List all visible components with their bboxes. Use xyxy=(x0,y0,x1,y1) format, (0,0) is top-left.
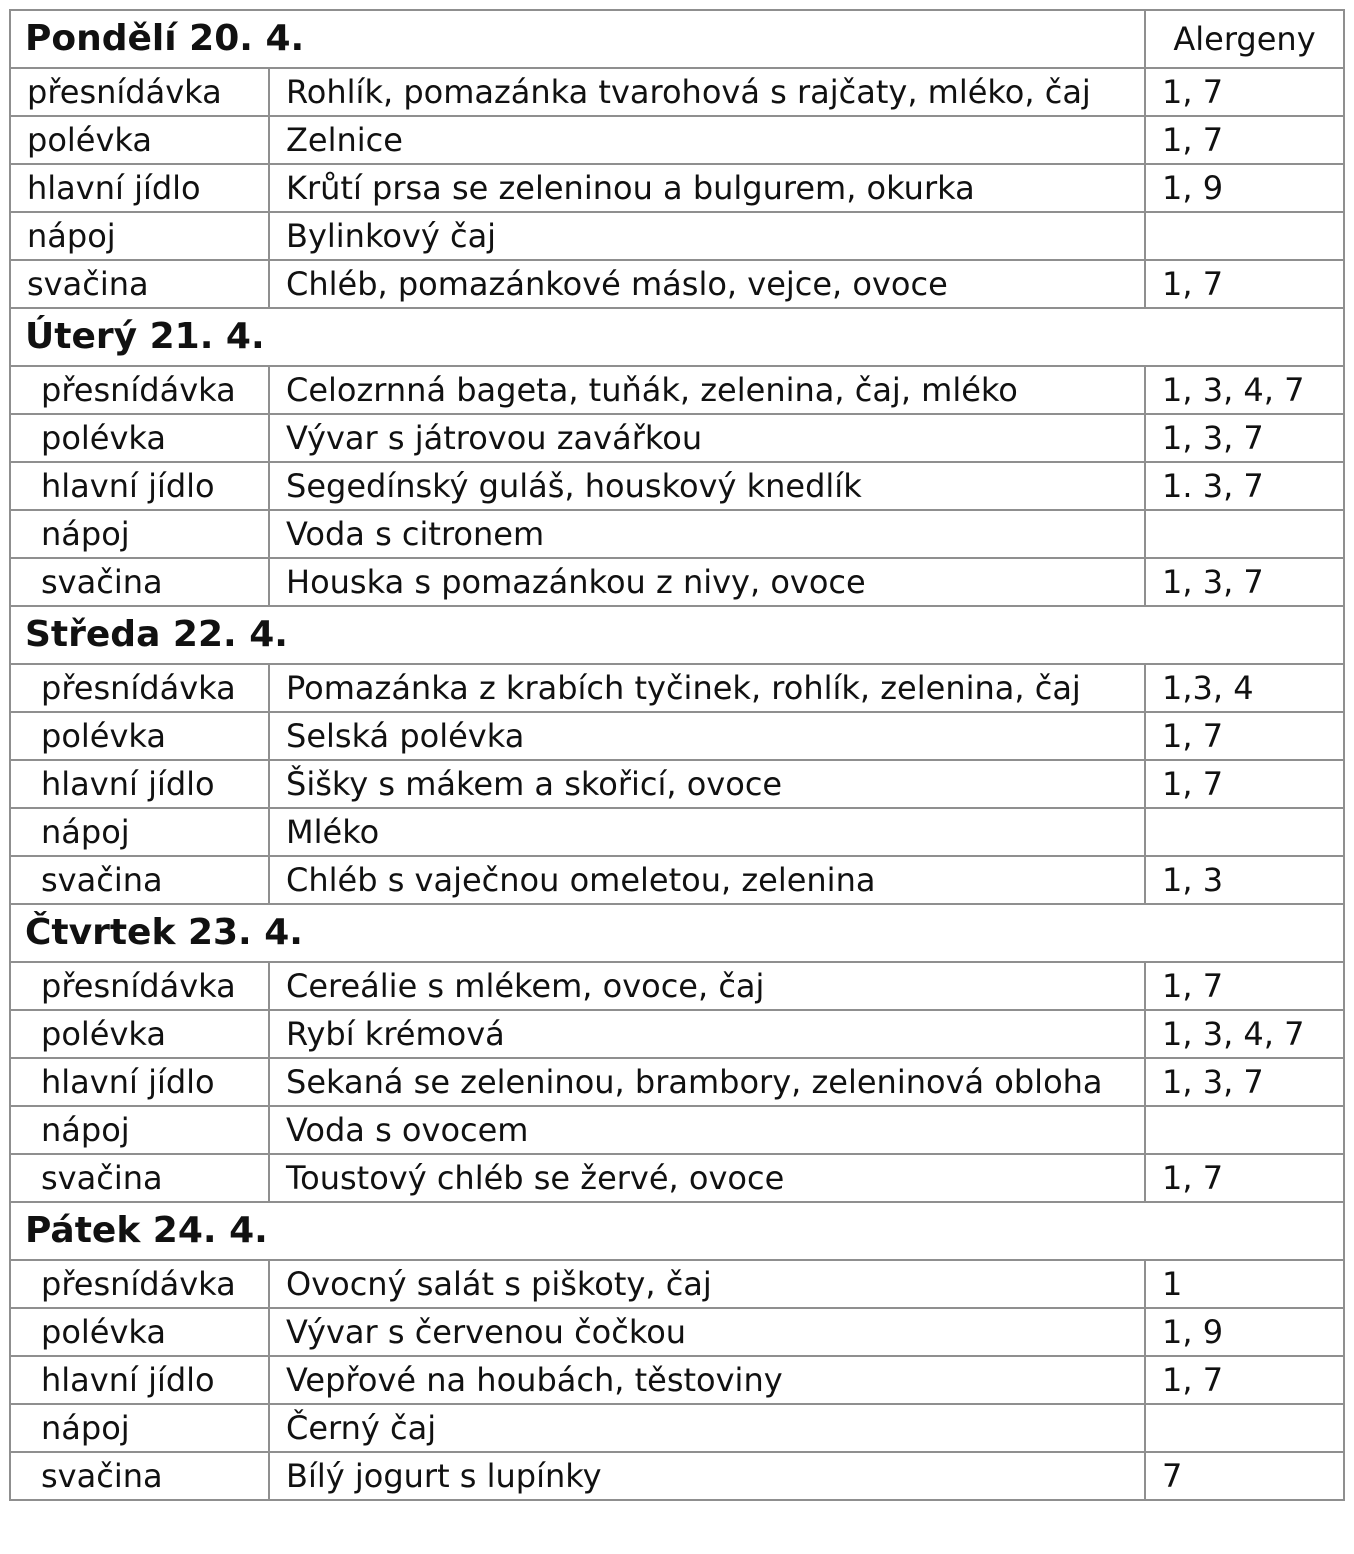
meal-type: polévka xyxy=(10,712,269,760)
allergen-codes: 1 xyxy=(1145,1260,1344,1308)
meal-row xyxy=(10,808,1344,856)
meal-type: hlavní jídlo xyxy=(10,164,269,212)
meal-type: polévka xyxy=(10,414,269,462)
meal-type: svačina xyxy=(10,260,269,308)
dish-description: Voda s citronem xyxy=(269,510,1145,558)
meal-row xyxy=(10,260,1344,308)
allergen-codes: 1, 3, 7 xyxy=(1145,558,1344,606)
meal-row xyxy=(10,116,1344,164)
dish-description: Celozrnná bageta, tuňák, zelenina, čaj, mléko xyxy=(269,366,1145,414)
allergen-codes: 1. 3, 7 xyxy=(1145,462,1344,510)
meal-row xyxy=(10,1452,1344,1500)
meal-type: nápoj xyxy=(10,212,269,260)
weekly-menu-table xyxy=(9,9,1345,1501)
dish-description: Vývar s játrovou zavářkou xyxy=(269,414,1145,462)
allergen-codes xyxy=(1145,212,1344,260)
meal-type: polévka xyxy=(10,1010,269,1058)
meal-type: nápoj xyxy=(10,808,269,856)
day-header-row xyxy=(10,10,1344,68)
allergen-codes: 1, 7 xyxy=(1145,260,1344,308)
meal-type: hlavní jídlo xyxy=(10,1058,269,1106)
dish-description: Bílý jogurt s lupínky xyxy=(269,1452,1145,1500)
meal-type: polévka xyxy=(10,1308,269,1356)
meal-type: přesnídávka xyxy=(10,68,269,116)
dish-description: Bylinkový čaj xyxy=(269,212,1145,260)
meal-type: svačina xyxy=(10,856,269,904)
allergen-codes: 1, 7 xyxy=(1145,1154,1344,1202)
meal-row xyxy=(10,712,1344,760)
day-header-row xyxy=(10,606,1344,664)
meal-type: hlavní jídlo xyxy=(10,760,269,808)
dish-description: Voda s ovocem xyxy=(269,1106,1145,1154)
meal-row xyxy=(10,1308,1344,1356)
allergen-codes: 1, 3, 4, 7 xyxy=(1145,366,1344,414)
allergen-codes: 1, 9 xyxy=(1145,1308,1344,1356)
allergen-codes: 7 xyxy=(1145,1452,1344,1500)
meal-row xyxy=(10,664,1344,712)
allergen-codes xyxy=(1145,808,1344,856)
menu-body xyxy=(10,10,1344,1500)
allergen-codes: 1, 7 xyxy=(1145,712,1344,760)
meal-type: polévka xyxy=(10,116,269,164)
meal-type: nápoj xyxy=(10,1106,269,1154)
dish-description: Houska s pomazánkou z nivy, ovoce xyxy=(269,558,1145,606)
allergen-codes xyxy=(1145,1404,1344,1452)
meal-type: přesnídávka xyxy=(10,1260,269,1308)
allergen-codes: 1, 7 xyxy=(1145,760,1344,808)
dish-description: Segedínský guláš, houskový knedlík xyxy=(269,462,1145,510)
meal-row xyxy=(10,68,1344,116)
dish-description: Chléb, pomazánkové máslo, vejce, ovoce xyxy=(269,260,1145,308)
day-title: Pátek 24. 4. xyxy=(10,1202,1344,1260)
allergen-codes: 1, 3, 7 xyxy=(1145,1058,1344,1106)
allergens-column-header: Alergeny xyxy=(1145,10,1344,68)
dish-description: Pomazánka z krabích tyčinek, rohlík, zelenina, čaj xyxy=(269,664,1145,712)
allergen-codes: 1, 3, 4, 7 xyxy=(1145,1010,1344,1058)
meal-type: svačina xyxy=(10,1452,269,1500)
meal-type: přesnídávka xyxy=(10,366,269,414)
day-title: Středa 22. 4. xyxy=(10,606,1344,664)
meal-row xyxy=(10,760,1344,808)
meal-type: svačina xyxy=(10,558,269,606)
day-header-row xyxy=(10,1202,1344,1260)
meal-row xyxy=(10,366,1344,414)
allergen-codes: 1,3, 4 xyxy=(1145,664,1344,712)
meal-row xyxy=(10,510,1344,558)
day-title: Úterý 21. 4. xyxy=(10,308,1344,366)
day-title: Čtvrtek 23. 4. xyxy=(10,904,1344,962)
meal-type: svačina xyxy=(10,1154,269,1202)
dish-description: Sekaná se zeleninou, brambory, zeleninová obloha xyxy=(269,1058,1145,1106)
dish-description: Vepřové na houbách, těstoviny xyxy=(269,1356,1145,1404)
meal-type: nápoj xyxy=(10,510,269,558)
meal-row xyxy=(10,856,1344,904)
allergen-codes: 1, 9 xyxy=(1145,164,1344,212)
dish-description: Mléko xyxy=(269,808,1145,856)
allergen-codes: 1, 3 xyxy=(1145,856,1344,904)
meal-type: hlavní jídlo xyxy=(10,462,269,510)
meal-row xyxy=(10,1058,1344,1106)
allergen-codes xyxy=(1145,510,1344,558)
meal-type: přesnídávka xyxy=(10,962,269,1010)
allergen-codes xyxy=(1145,1106,1344,1154)
meal-row xyxy=(10,1356,1344,1404)
dish-description: Zelnice xyxy=(269,116,1145,164)
meal-type: hlavní jídlo xyxy=(10,1356,269,1404)
dish-description: Rybí krémová xyxy=(269,1010,1145,1058)
dish-description: Černý čaj xyxy=(269,1404,1145,1452)
meal-row xyxy=(10,558,1344,606)
meal-type: nápoj xyxy=(10,1404,269,1452)
dish-description: Ovocný salát s piškoty, čaj xyxy=(269,1260,1145,1308)
meal-row xyxy=(10,212,1344,260)
allergen-codes: 1, 7 xyxy=(1145,116,1344,164)
allergen-codes: 1, 7 xyxy=(1145,962,1344,1010)
dish-description: Toustový chléb se žervé, ovoce xyxy=(269,1154,1145,1202)
allergen-codes: 1, 3, 7 xyxy=(1145,414,1344,462)
allergen-codes: 1, 7 xyxy=(1145,1356,1344,1404)
allergen-codes: 1, 7 xyxy=(1145,68,1344,116)
meal-row xyxy=(10,962,1344,1010)
meal-type: přesnídávka xyxy=(10,664,269,712)
dish-description: Chléb s vaječnou omeletou, zelenina xyxy=(269,856,1145,904)
dish-description: Šišky s mákem a skořicí, ovoce xyxy=(269,760,1145,808)
day-header-row xyxy=(10,904,1344,962)
meal-row xyxy=(10,1154,1344,1202)
day-header-row xyxy=(10,308,1344,366)
dish-description: Rohlík, pomazánka tvarohová s rajčaty, mléko, čaj xyxy=(269,68,1145,116)
dish-description: Selská polévka xyxy=(269,712,1145,760)
meal-row xyxy=(10,164,1344,212)
dish-description: Krůtí prsa se zeleninou a bulgurem, okurka xyxy=(269,164,1145,212)
meal-row xyxy=(10,414,1344,462)
meal-row xyxy=(10,1260,1344,1308)
dish-description: Cereálie s mlékem, ovoce, čaj xyxy=(269,962,1145,1010)
meal-row xyxy=(10,1404,1344,1452)
meal-row xyxy=(10,1106,1344,1154)
meal-row xyxy=(10,462,1344,510)
day-title: Pondělí 20. 4. xyxy=(10,10,1145,68)
meal-row xyxy=(10,1010,1344,1058)
dish-description: Vývar s červenou čočkou xyxy=(269,1308,1145,1356)
